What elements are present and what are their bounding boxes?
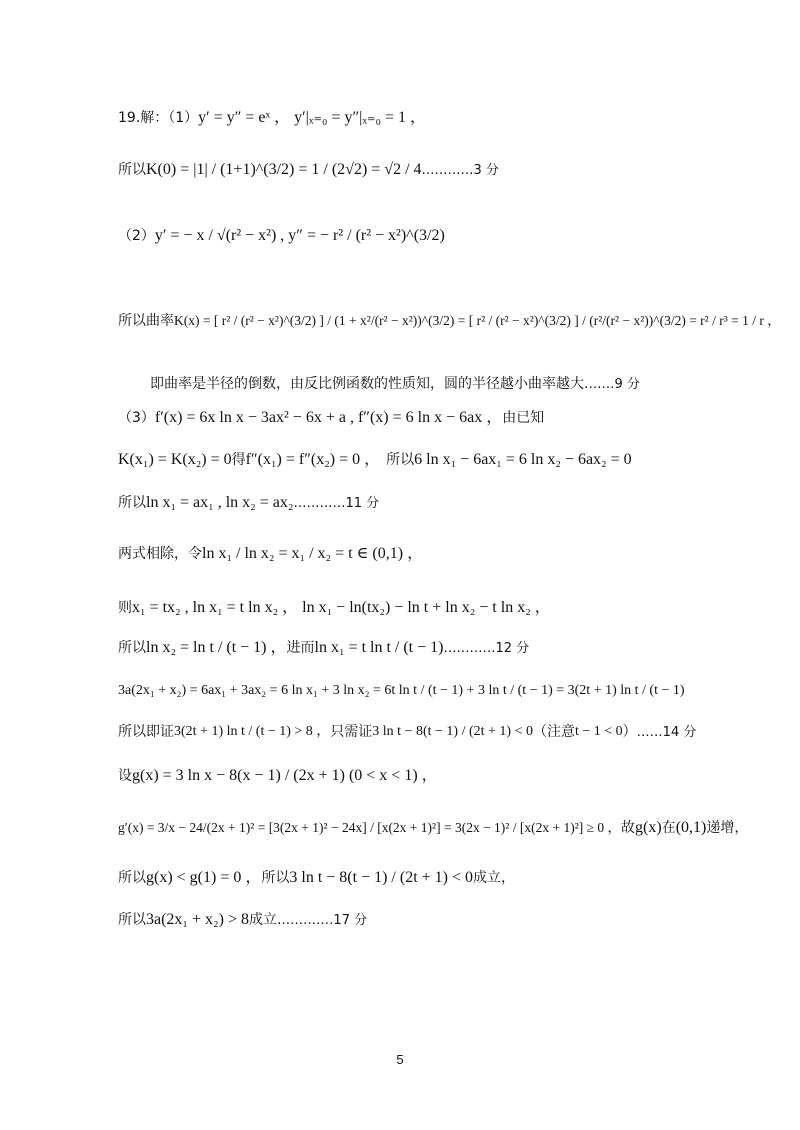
line-15-part-4: 在 (661, 820, 676, 836)
solution-line-12 (118, 684, 740, 698)
line-11-part-2: ln x₂ = ln t / (t − 1) ， (146, 639, 287, 656)
line-9-part-1: 两式相除，令 (118, 546, 202, 562)
line-1-part-1: 19.解：（1） (118, 110, 199, 126)
line-12-part-1: 3a(2x₁ + x₂) = 6ax₁ + 3ax₂ = 6 ln x₁ + 3 ln x₂ = 6t ln t / (t − 1) + 3 ln t / (t − 1) = 3(2t + 1) ln t / (t − 1) (118, 683, 685, 698)
page-number: 5 (396, 1052, 404, 1067)
line-13-part-2: 3(2t + 1) ln t / (t − 1) > 8 ， (174, 724, 331, 739)
line-7-part-5: 6 ln x₁ − 6ax₁ = 6 ln x₂ − 6ax₂ = 0 (414, 451, 632, 468)
line-13-score: ……14 分 (636, 724, 697, 740)
line-13-part-5: （注意 (532, 724, 575, 740)
solution-line-17 (118, 912, 740, 928)
line-8-score: …………11 分 (293, 495, 380, 511)
line-15-part-2: 故 (621, 820, 636, 836)
line-13-part-1: 所以即证 (118, 724, 174, 740)
line-2-score: …………3 分 (421, 162, 499, 178)
solution-line-4 (118, 313, 781, 329)
solution-line-3 (118, 228, 740, 244)
solution-line-15 (118, 819, 749, 836)
line-16-part-3: 所以 (261, 870, 290, 886)
line-3-part-2: y′ = − x / √(r² − x²) , y″ = − r² / (r² − x²)^(3/2) (154, 227, 445, 244)
line-7-part-2: 得 (231, 452, 246, 468)
line-17-part-3: 成立. (248, 912, 282, 928)
line-2-part-2: K(0) = |1| / (1+1)^(3/2) = 1 / (2√2) = √2 / 4 (146, 161, 422, 178)
line-10-part-2: x₁ = tx₂ , ln x₁ = t ln x₂ ， ln x₁ − ln(tx₂) − ln t + ln x₂ − t ln x₂ ， (132, 599, 551, 616)
line-10-part-1: 则 (118, 600, 132, 616)
line-8-part-1: 所以 (118, 495, 146, 511)
line-15-part-1: g′(x) = 3/x − 24/(2x + 1)² = [3(2x + 1)² − 24x] / [x(2x + 1)²] = 3(2x − 1)² / [x(2x + 1)²] ≥ 0 ， (118, 820, 622, 836)
solution-line-5 (150, 377, 740, 391)
line-4-part-1: 所以曲率 (118, 313, 174, 329)
line-13-part-6: t − 1 < 0 (574, 724, 623, 739)
solution-line-6 (118, 410, 740, 426)
line-8-part-2: ln x₁ = ax₁ , ln x₂ = ax₂ (146, 494, 294, 511)
solution-line-2 (118, 162, 740, 178)
line-16-part-5: 成立， (473, 870, 516, 886)
line-17-score: …………17 分 (281, 912, 368, 928)
line-17-part-1: 所以 (118, 912, 146, 928)
line-11-score: …………12 分 (443, 640, 530, 656)
line-16-part-4: 3 ln t − 8(t − 1) / (2t + 1) < 0 (289, 869, 474, 886)
line-15-part-6: 递增， (706, 820, 749, 836)
line-14-part-2: g(x) = 3 ln x − 8(x − 1) / (2x + 1) (0 < x < 1) ， (132, 767, 438, 784)
line-7-part-4: 所以 (386, 452, 415, 468)
line-7-part-1: K(x₁) = K(x₂) = 0 (118, 451, 232, 468)
line-1-part-2: y′ = y″ = eˣ ， y′|ₓ₌₀ = y″|ₓ₌₀ = 1 ， (198, 109, 427, 126)
solution-line-9 (118, 546, 740, 562)
line-7-part-3: f″(x₁) = f″(x₂) = 0 ， (245, 451, 381, 468)
line-11-part-1: 所以 (118, 640, 146, 656)
line-13-part-3: 只需证 (330, 724, 373, 740)
line-11-part-3: 进而 (286, 640, 315, 656)
solution-line-8 (118, 495, 740, 511)
line-16-part-2: g(x) < g(1) = 0 ， (146, 869, 262, 886)
line-2-part-1: 所以 (118, 162, 146, 178)
line-5-score: ……9 分 (588, 376, 640, 392)
line-15-part-3: g(x) (635, 819, 662, 836)
line-3-part-1: （2） (118, 228, 155, 244)
solution-line-7 (118, 452, 740, 468)
line-4-part-2: K(x) = [ r² / (r² − x²)^(3/2) ] / (1 + x²/(r² − x²))^(3/2) = [ r² / (r² − x²)^(3/2) ] / (r²/(r² − x²))^(3/2) = r² / r³ = 1 / r ， (174, 313, 781, 329)
line-14-part-1: 设 (118, 768, 132, 784)
line-6-part-1: （3） (118, 410, 155, 426)
line-5-part-1: 即曲率是半径的倒数，由反比例函数的性质知，圆的半径越小曲率越大. (150, 376, 589, 392)
solution-line-14 (118, 768, 740, 784)
solution-line-1 (118, 110, 740, 126)
line-13-part-4: 3 ln t − 8(t − 1) / (2t + 1) < 0 (372, 724, 533, 739)
line-11-part-4: ln x₁ = t ln t / (t − 1) (314, 639, 444, 656)
line-9-part-2: ln x₁ / ln x₂ = x₁ / x₂ = t ∈ (0,1) ， (202, 545, 424, 562)
solution-line-13 (118, 725, 740, 739)
line-16-part-1: 所以 (118, 870, 146, 886)
line-15-part-5: (0,1) (675, 819, 707, 836)
solution-line-11 (118, 640, 740, 656)
line-17-part-2: 3a(2x₁ + x₂) > 8 (146, 911, 249, 928)
line-6-part-2: f′(x) = 6x ln x − 3ax² − 6x + a , f″(x) = 6 ln x − 6ax ， (154, 409, 503, 426)
solution-line-16 (118, 870, 740, 886)
solution-line-10 (118, 600, 740, 616)
line-6-part-3: 由已知 (502, 410, 545, 426)
line-13-part-7: ） (622, 724, 637, 740)
